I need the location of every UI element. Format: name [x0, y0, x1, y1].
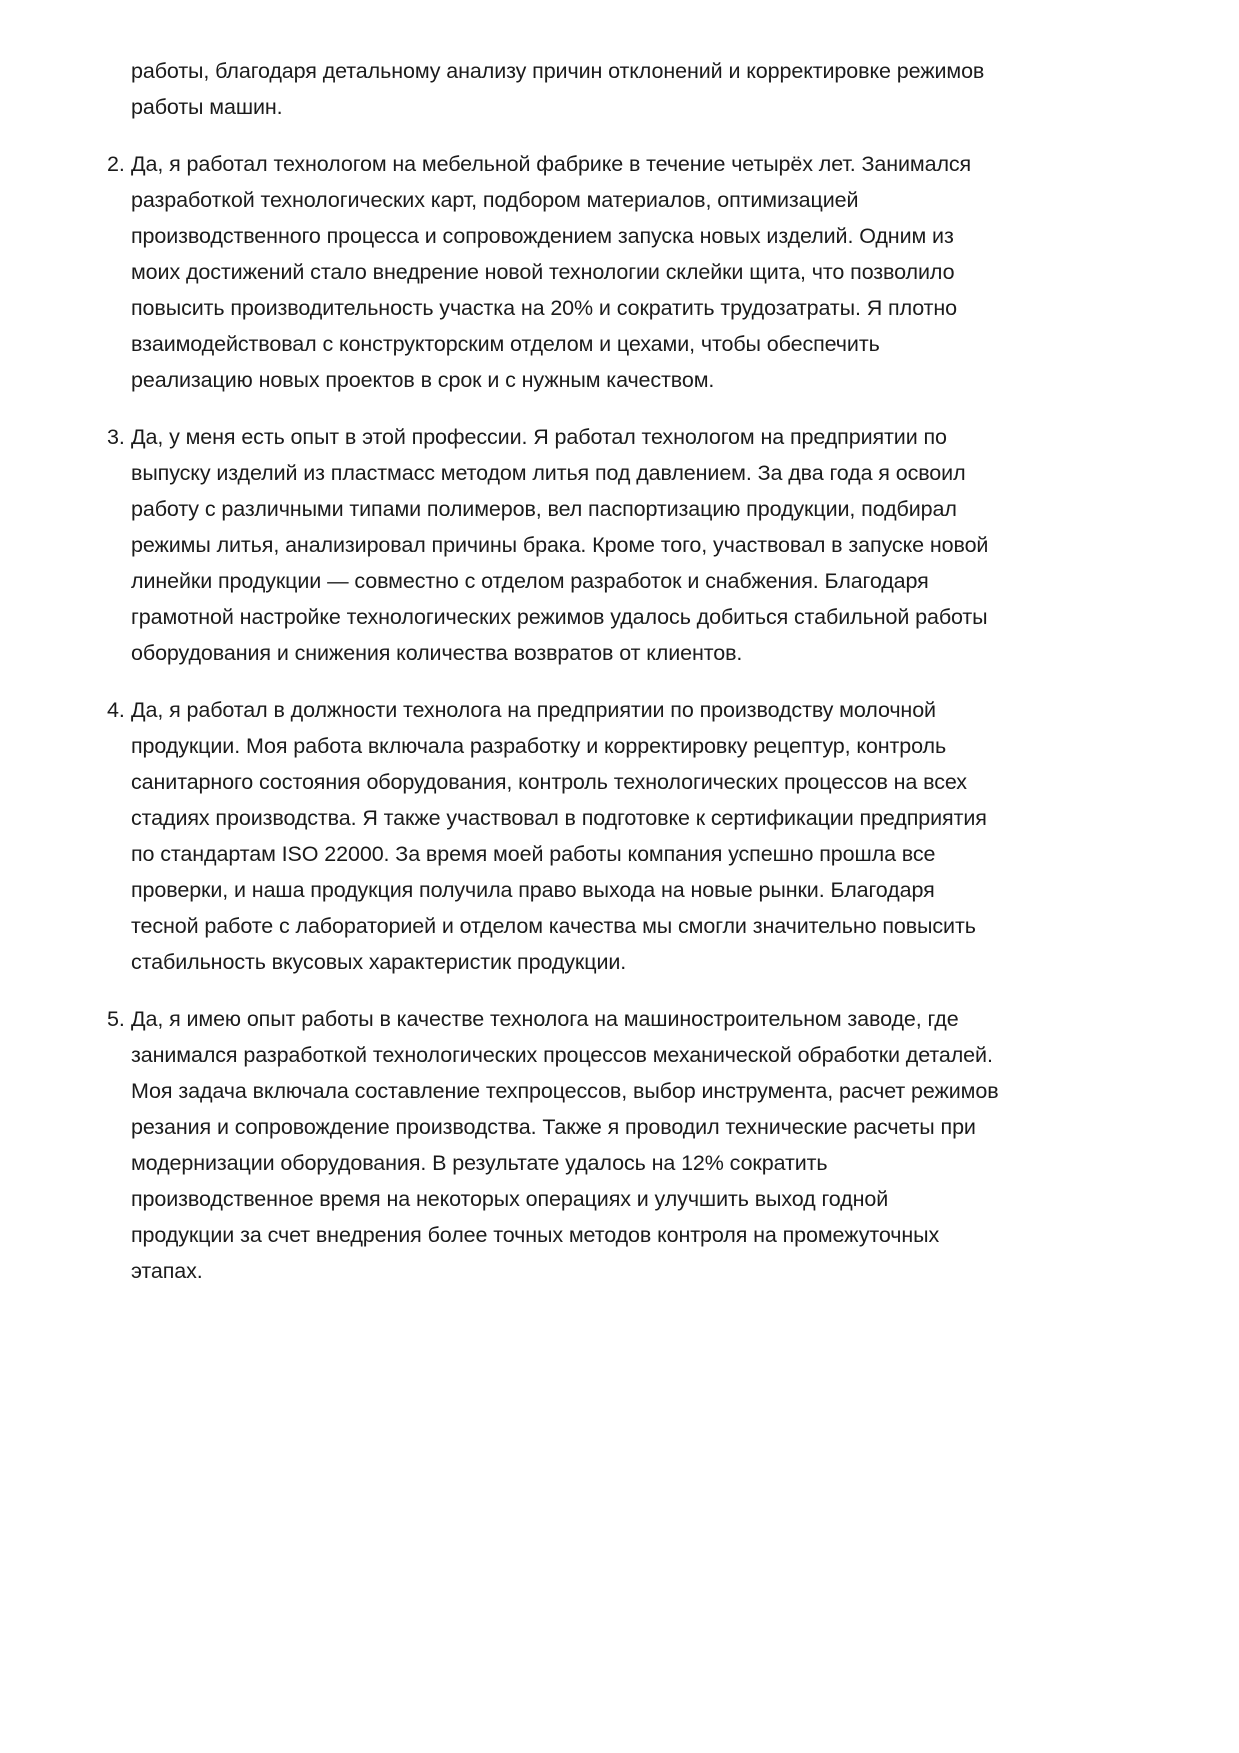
text-line: этапах. [131, 1259, 203, 1283]
text-line: режимы литья, анализировал причины брака. Кроме того, участвовал в запуске новой [131, 533, 989, 557]
text-line: тесной работе с лабораторией и отделом качества мы смогли значительно повысить [131, 914, 976, 938]
text-line: разработкой технологических карт, подбором материалов, оптимизацией [131, 188, 859, 212]
text-line: работы машин. [131, 95, 283, 119]
text-line: грамотной настройке технологических режимов удалось добиться стабильной работы [131, 605, 988, 629]
text-line: моих достижений стало внедрение новой технологии склейки щита, что позволило [131, 260, 955, 284]
list-number: 4. [107, 698, 125, 722]
text-line: выпуску изделий из пластмасс методом литья под давлением. За два года я освоил [131, 461, 966, 485]
text-line: оборудования и снижения количества возвратов от клиентов. [131, 641, 743, 665]
list-item-2 [107, 146, 1157, 398]
text-line: повысить производительность участка на 20% и сократить трудозатраты. Я плотно [131, 296, 958, 320]
text-line: Да, я работал в должности технолога на предприятии по производству молочной [131, 698, 936, 722]
text-line: модернизации оборудования. В результате удалось на 12% сократить [131, 1151, 828, 1175]
text-line: взаимодействовал с конструкторским отделом и цехами, чтобы обеспечить [131, 332, 880, 356]
text-line: реализацию новых проектов в срок и с нужным качеством. [131, 368, 715, 392]
text-line: производственного процесса и сопровождением запуска новых изделий. Одним из [131, 224, 954, 248]
text-line: по стандартам ISO 22000. За время моей работы компания успешно прошла все [131, 842, 936, 866]
list-item-5 [107, 1001, 1157, 1289]
text-line: продукции. Моя работа включала разработку и корректировку рецептур, контроль [131, 734, 947, 758]
list-item-body [131, 146, 1151, 398]
text-line: стабильность вкусовых характеристик продукции. [131, 950, 627, 974]
text-line: резания и сопровождение производства. Также я проводил технические расчеты при [131, 1115, 976, 1139]
text-line: занимался разработкой технологических процессов механической обработки деталей. [131, 1043, 993, 1067]
list-number: 5. [107, 1007, 125, 1031]
list-item-body [131, 419, 1151, 671]
text-line: Моя задача включала составление техпроцессов, выбор инструмента, расчет режимов [131, 1079, 999, 1103]
list-number: 2. [107, 152, 125, 176]
text-line: работы, благодаря детальному анализу причин отклонений и корректировке режимов [131, 59, 985, 83]
list-item-1-continuation [131, 53, 1151, 125]
text-line: Да, я имею опыт работы в качестве технолога на машиностроительном заводе, где [131, 1007, 959, 1031]
list-item-3 [107, 419, 1157, 671]
text-line: санитарного состояния оборудования, контроль технологических процессов на всех [131, 770, 967, 794]
text-line: продукции за счет внедрения более точных методов контроля на промежуточных [131, 1223, 940, 1247]
text-line: линейки продукции — совместно с отделом разработок и снабжения. Благодаря [131, 569, 929, 593]
text-line: Да, я работал технологом на мебельной фабрике в течение четырёх лет. Занимался [131, 152, 972, 176]
list-item-4 [107, 692, 1157, 980]
list-item-body [131, 692, 1151, 980]
text-line: производственное время на некоторых операциях и улучшить выход годной [131, 1187, 889, 1211]
text-line: работу с различными типами полимеров, вел паспортизацию продукции, подбирал [131, 497, 957, 521]
text-line: стадиях производства. Я также участвовал в подготовке к сертификации предприятия [131, 806, 987, 830]
list-number: 3. [107, 425, 125, 449]
text-line: проверки, и наша продукция получила право выхода на новые рынки. Благодаря [131, 878, 935, 902]
list-item-body [131, 1001, 1151, 1289]
text-line: Да, у меня есть опыт в этой профессии. Я работал технологом на предприятии по [131, 425, 947, 449]
